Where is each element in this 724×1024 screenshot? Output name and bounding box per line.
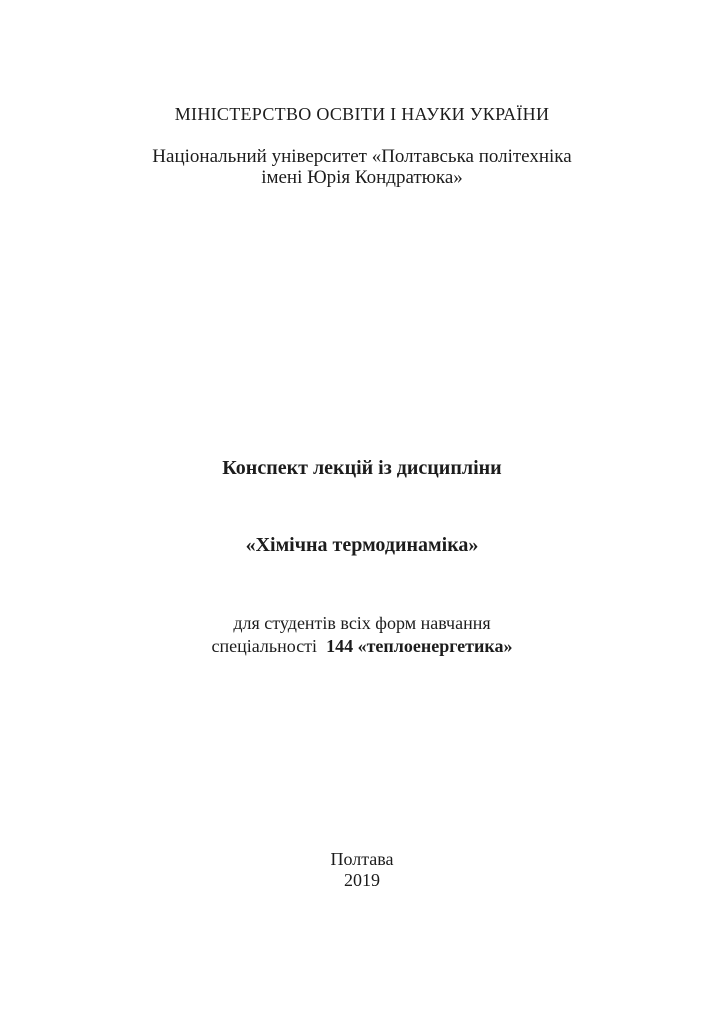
audience-line: для студентів всіх форм навчання <box>233 613 491 633</box>
imprint-year: 2019 <box>344 870 380 890</box>
imprint-city: Полтава <box>330 849 394 869</box>
university-name-line-1: Національний університет «Полтавська політехніка <box>152 146 572 167</box>
document-type-title: Конспект лекцій із дисципліни <box>222 457 502 479</box>
specialty-line <box>0 635 724 658</box>
university-name-line-2: імені Юрія Кондратюка» <box>261 167 463 188</box>
specialty-number: 144 «теплоенергетика» <box>326 636 513 656</box>
course-title: «Хімічна термодинаміка» <box>245 534 479 556</box>
university-name <box>0 146 724 188</box>
ministry-heading: МІНІСТЕРСТВО ОСВІТИ І НАУКИ УКРАЇНИ <box>174 104 550 124</box>
audience-subtitle <box>0 612 724 658</box>
specialty-prefix: спеціальності <box>211 636 327 656</box>
imprint-block <box>0 849 724 891</box>
